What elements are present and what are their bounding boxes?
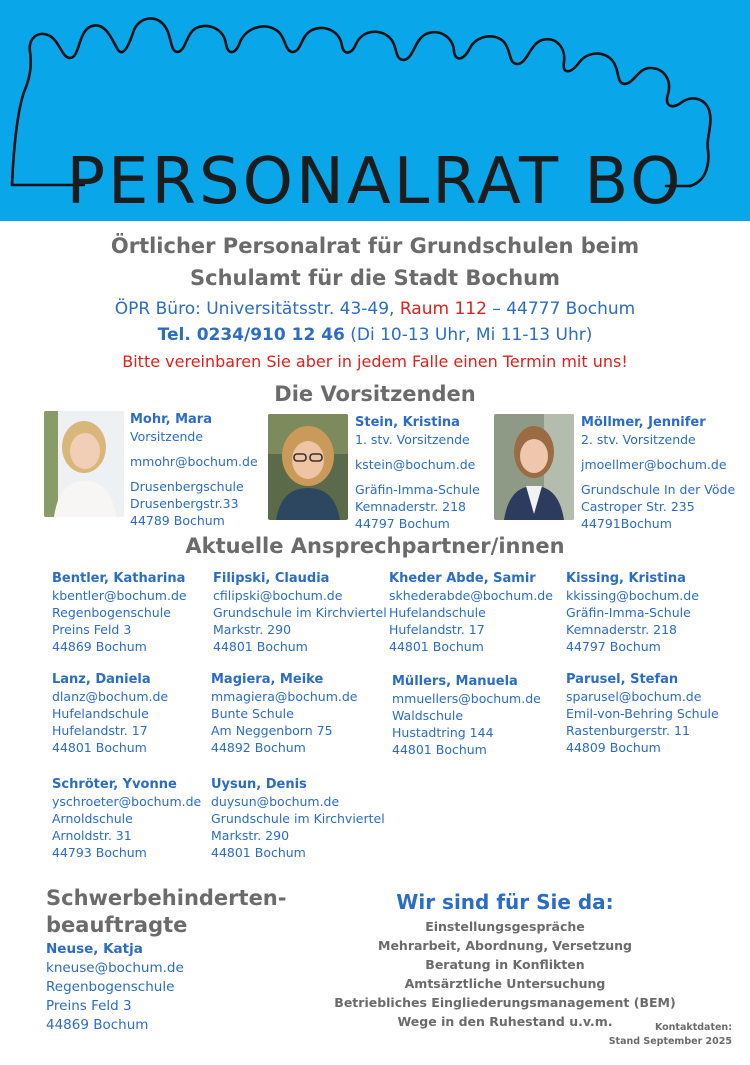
sbv-name: Neuse, Katja <box>46 941 143 957</box>
contact-city: 44801 Bochum <box>52 740 147 755</box>
contact-bentler <box>52 570 187 655</box>
org-line-2: Schulamt für die Stadt Bochum <box>190 266 560 290</box>
contact-email[interactable]: mmuellers@bochum.de <box>392 691 541 706</box>
chairs-heading: Die Vorsitzenden <box>274 382 476 406</box>
contact-street: Am Neggenborn 75 <box>211 723 333 738</box>
chair-school: Gräfin-Imma-Schule <box>355 482 480 497</box>
services-list <box>330 917 680 1031</box>
contact-city: 44793 Bochum <box>52 845 147 860</box>
sbv-email[interactable]: kneuse@bochum.de <box>46 960 184 976</box>
contact-city: 44809 Bochum <box>566 740 661 755</box>
contact-school: Waldschule <box>392 708 464 723</box>
contact-name: Kissing, Kristina <box>566 571 686 586</box>
contact-name: Schröter, Yvonne <box>52 777 177 792</box>
office-room: Raum 112 <box>399 299 487 319</box>
header-banner <box>0 0 750 221</box>
contact-city: 44869 Bochum <box>52 639 147 654</box>
contact-parusel <box>566 671 719 756</box>
contact-name: Filipski, Claudia <box>213 571 330 586</box>
contact-city: 44801 Bochum <box>392 742 487 757</box>
chair-stein <box>355 414 480 532</box>
contact-street: Markstr. 290 <box>213 622 292 637</box>
contact-uysun <box>211 776 385 861</box>
chair-name: Mohr, Mara <box>130 412 212 427</box>
contact-city: 44801 Bochum <box>389 639 484 654</box>
contact-school: Emil-von-Behring Schule <box>566 706 719 721</box>
chair-mohr <box>130 411 258 529</box>
sbv-heading <box>46 885 286 939</box>
contact-name: Kheder Abde, Samir <box>389 571 536 586</box>
sbv-city: 44869 Bochum <box>46 1017 149 1033</box>
contact-lanz <box>52 671 168 756</box>
office-address <box>0 299 750 319</box>
contact-email[interactable]: kkissing@bochum.de <box>566 588 699 603</box>
contact-street: Hufelandstr. 17 <box>52 723 148 738</box>
chair-school: Drusenbergschule <box>130 479 244 494</box>
contact-kheder-abde <box>389 570 553 655</box>
contact-email[interactable]: yschroeter@bochum.de <box>52 794 202 809</box>
contact-name: Uysun, Denis <box>211 777 307 792</box>
service-item: Amtsärztliche Untersuchung <box>404 976 606 991</box>
contact-street: Hufelandstr. 17 <box>389 622 485 637</box>
chair-email[interactable]: kstein@bochum.de <box>355 457 476 472</box>
stand-line-1: Kontaktdaten: <box>654 1022 732 1033</box>
brand-title: PERSONALRAT BO <box>66 145 684 219</box>
chair-city: 44797 Bochum <box>355 516 450 531</box>
contact-school: Grundschule im Kirchviertel <box>213 605 387 620</box>
contact-city: 44797 Bochum <box>566 639 661 654</box>
contact-city: 44892 Bochum <box>211 740 306 755</box>
chair-email[interactable]: jmoellmer@bochum.de <box>581 457 727 472</box>
chair-street: Drusenbergstr.33 <box>130 496 239 511</box>
service-item: Wege in den Ruhestand u.v.m. <box>397 1014 613 1029</box>
contacts-heading: Aktuelle Ansprechpartner/innen <box>185 534 565 558</box>
chair-school: Grundschule In der Vöde <box>581 482 736 497</box>
chair-name: Möllmer, Jennifer <box>581 415 706 430</box>
stand-line-2: Stand September 2025 <box>608 1036 732 1047</box>
contact-school: Bunte Schule <box>211 706 294 721</box>
contact-school: Grundschule im Kirchviertel <box>211 811 385 826</box>
contact-school: Hufelandschule <box>389 605 486 620</box>
contact-email[interactable]: mmagiera@bochum.de <box>211 689 358 704</box>
contact-kissing <box>566 570 699 655</box>
chair-email[interactable]: mmohr@bochum.de <box>130 454 258 469</box>
services-heading: Wir sind für Sie da: <box>396 890 614 914</box>
photo-stein <box>268 414 348 520</box>
contact-street: Kemnaderstr. 218 <box>566 622 677 637</box>
contact-muellers <box>392 673 541 758</box>
appointment-notice: Bitte vereinbaren Sie aber in jedem Falle einen Termin mit uns! <box>122 352 628 371</box>
phone-line <box>0 325 750 345</box>
office-address-b: – 44777 Bochum <box>486 299 636 319</box>
sbv-heading-line-1: Schwerbehinderten- <box>46 886 287 910</box>
contact-name: Lanz, Daniela <box>52 672 151 687</box>
sbv-contact <box>46 940 184 1035</box>
chair-role: 2. stv. Vorsitzende <box>581 432 696 447</box>
service-item: Beratung in Konflikten <box>425 957 585 972</box>
chair-role: Vorsitzende <box>130 429 204 444</box>
contact-email[interactable]: dlanz@bochum.de <box>52 689 169 704</box>
chair-street: Kemnaderstr. 218 <box>355 499 466 514</box>
contact-schroeter <box>52 776 201 861</box>
contact-school: Arnoldschule <box>52 811 133 826</box>
chair-role: 1. stv. Vorsitzende <box>355 432 470 447</box>
chair-city: 44789 Bochum <box>130 513 225 528</box>
chair-name: Stein, Kristina <box>355 415 460 430</box>
contact-street: Rastenburgerstr. 11 <box>566 723 690 738</box>
stand-note <box>609 1021 732 1049</box>
contact-magiera <box>211 671 357 756</box>
contact-school: Hufelandschule <box>52 706 149 721</box>
sbv-heading-line-2: beauftragte <box>46 913 188 937</box>
sbv-school: Regenbogenschule <box>46 979 175 995</box>
contact-street: Markstr. 290 <box>211 828 290 843</box>
photo-mohr <box>44 411 124 517</box>
contact-name: Parusel, Stefan <box>566 672 679 687</box>
chair-street: Castroper Str. 235 <box>581 499 695 514</box>
contact-street: Hustadtring 144 <box>392 725 494 740</box>
contact-street: Preins Feld 3 <box>52 622 132 637</box>
photo-moellmer <box>494 414 574 520</box>
contact-name: Müllers, Manuela <box>392 674 518 689</box>
office-address-a: ÖPR Büro: Universitätsstr. 43-49, <box>114 299 400 319</box>
contact-school: Regenbogenschule <box>52 605 171 620</box>
contact-filipski <box>213 570 387 655</box>
chair-city: 44791Bochum <box>581 516 672 531</box>
contact-email[interactable]: cfilipski@bochum.de <box>213 588 343 603</box>
service-item: Einstellungsgespräche <box>425 919 585 934</box>
contact-school: Gräfin-Imma-Schule <box>566 605 691 620</box>
phone-number: Tel. 0234/910 12 46 <box>157 325 345 345</box>
sbv-street: Preins Feld 3 <box>46 998 132 1014</box>
contact-email[interactable]: skhederabde@bochum.de <box>389 588 553 603</box>
service-item: Mehrarbeit, Abordnung, Versetzung <box>378 938 632 953</box>
contact-street: Arnoldstr. 31 <box>52 828 132 843</box>
org-line-1: Örtlicher Personalrat für Grundschulen beim <box>110 234 640 258</box>
contact-email[interactable]: duysun@bochum.de <box>211 794 340 809</box>
contact-email[interactable]: sparusel@bochum.de <box>566 689 702 704</box>
contact-name: Bentler, Katharina <box>52 571 186 586</box>
service-item: Betriebliches Eingliederungsmanagement (BEM) <box>334 995 676 1010</box>
chair-moellmer <box>581 414 735 532</box>
contact-email[interactable]: kbentler@bochum.de <box>52 588 187 603</box>
contact-name: Magiera, Meike <box>211 672 324 687</box>
contact-city: 44801 Bochum <box>213 639 308 654</box>
contact-city: 44801 Bochum <box>211 845 306 860</box>
phone-hours: (Di 10-13 Uhr, Mi 11-13 Uhr) <box>344 325 593 345</box>
